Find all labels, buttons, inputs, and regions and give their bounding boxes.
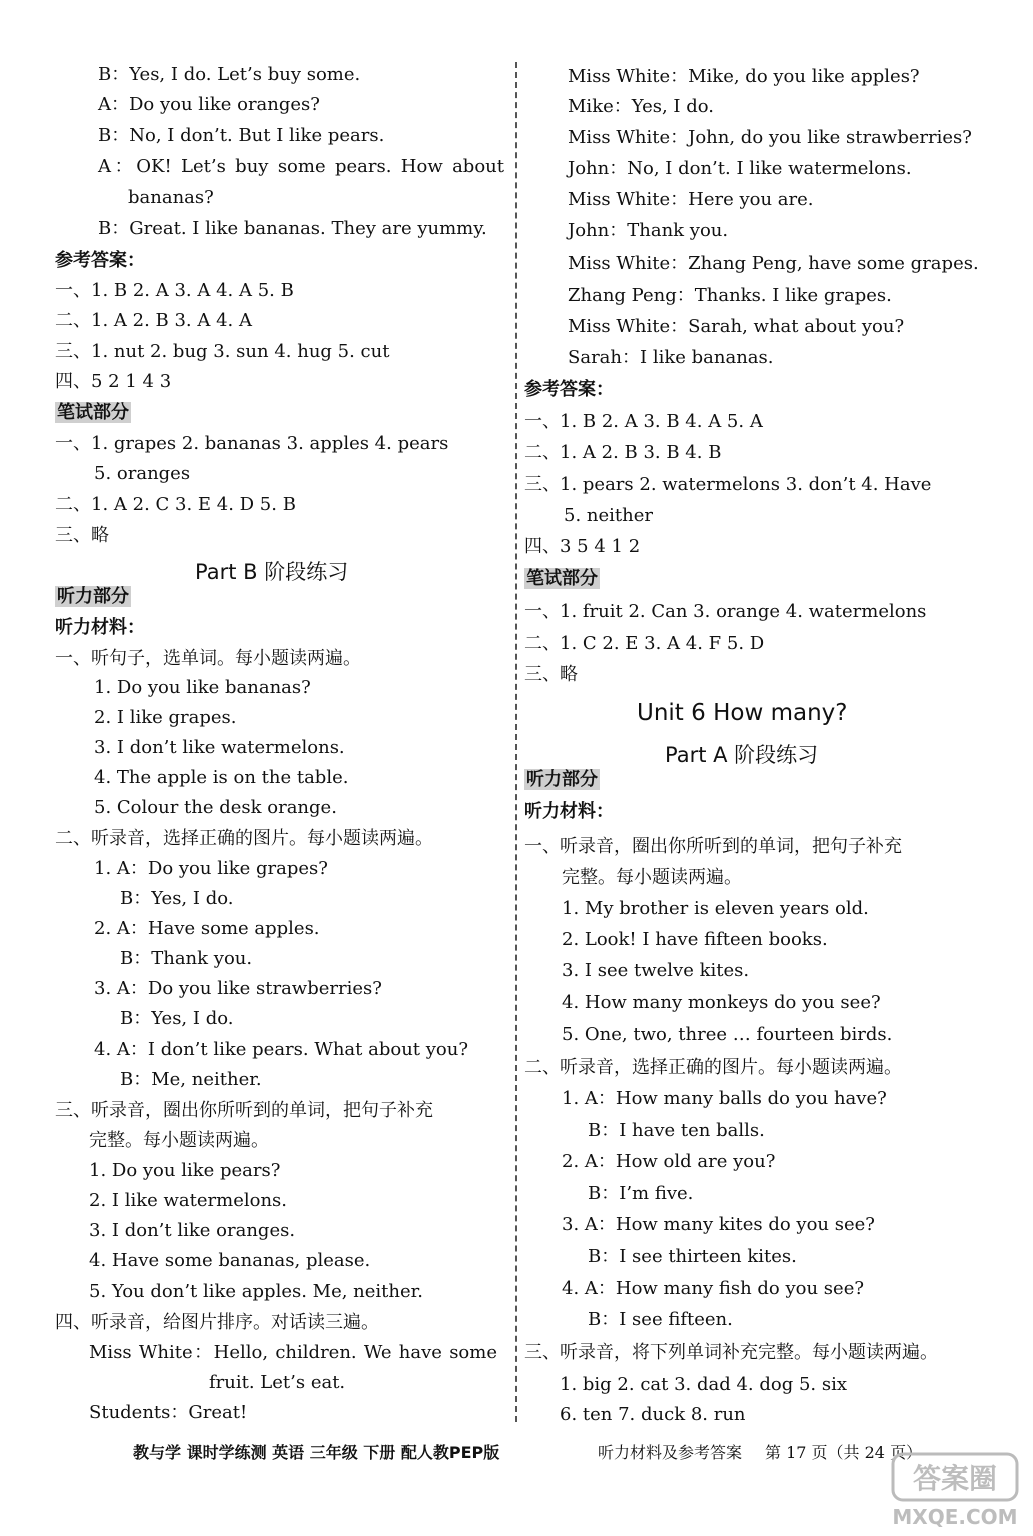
list-item: 3. I don’t like oranges. [89, 1220, 296, 1241]
list-item: B：Me, neither. [120, 1069, 262, 1090]
dialogue-line: Students：Great! [89, 1402, 248, 1423]
dialogue-line: Miss White：Zhang Peng, have some grapes. [568, 253, 979, 274]
dialogue-line: A：OK! Let’s buy some pears. How about [98, 156, 504, 177]
list-item: 2. A：Have some apples. [94, 918, 320, 939]
written-label: 笔试部分 [57, 402, 129, 423]
footer-section: 听力材料及参考答案 [598, 1443, 743, 1462]
listening-label: 听力部分 [57, 586, 129, 607]
part-b-heading: Part B 阶段练习 [195, 560, 349, 584]
answers-label: 参考答案： [524, 379, 614, 400]
written-line: 三、略 [55, 525, 109, 546]
list-item: 3. I see twelve kites. [562, 960, 750, 981]
page-footer [0, 1436, 1033, 1470]
list-item: B：I see fifteen. [588, 1309, 733, 1330]
dialogue-line: B：Yes, I do. Let’s buy some. [98, 64, 361, 85]
footer-brand: 教与学 课时学练测 英语 三年级 下册 配人教PEP版 [133, 1443, 500, 1462]
dialogue-line: John：No, I don’t. I like watermelons. [568, 158, 912, 179]
footer-page-number: 第 17 页（共 24 页） [765, 1443, 923, 1462]
written-label: 笔试部分 [526, 568, 598, 589]
list-item: 5. You don’t like apples. Me, neither. [89, 1281, 424, 1302]
list-item: 4. A：How many fish do you see? [562, 1278, 864, 1299]
dialogue-line: Miss White：Mike, do you like apples? [568, 66, 920, 87]
list-item: 6. ten 7. duck 8. run [560, 1404, 746, 1425]
dialogue-line: Miss White：John, do you like strawberries? [568, 127, 972, 148]
list-item: 5. One, two, three … fourteen birds. [562, 1024, 893, 1045]
watermark-logo [885, 1448, 1025, 1532]
written-line: 5. oranges [94, 463, 191, 484]
section-title: 一、听录音，圈出你所听到的单词，把句子补充 [524, 836, 902, 857]
list-item: B：I see thirteen kites. [588, 1246, 797, 1267]
answer-line: 二、1. A 2. B 3. A 4. A [55, 310, 252, 331]
dialogue-line: John：Thank you. [568, 220, 729, 241]
section-title: 四、听录音，给图片排序。对话读三遍。 [55, 1312, 379, 1333]
section-title: 一、听句子，选单词。每小题读两遍。 [55, 648, 361, 669]
written-line: 二、1. C 2. E 3. A 4. F 5. D [524, 633, 765, 654]
list-item: 2. I like watermelons. [89, 1190, 288, 1211]
list-item: B：I have ten balls. [588, 1120, 765, 1141]
written-line: 二、1. A 2. C 3. E 4. D 5. B [55, 494, 296, 515]
answer-line: 三、1. nut 2. bug 3. sun 4. hug 5. cut [55, 341, 390, 362]
list-item: 4. A：I don’t like pears. What about you? [94, 1039, 469, 1060]
answer-line: 二、1. A 2. B 3. B 4. B [524, 442, 722, 463]
written-line: 一、1. fruit 2. Can 3. orange 4. watermelons [524, 601, 927, 622]
list-item: 1. A：Do you like grapes? [94, 858, 328, 879]
list-item: 3. A：How many kites do you see? [562, 1214, 875, 1235]
column-divider [515, 62, 517, 1422]
list-item: 1. Do you like bananas? [94, 677, 311, 698]
material-label: 听力材料： [524, 801, 614, 822]
section-title: 三、听录音，圈出你所听到的单词，把句子补充 [55, 1100, 433, 1121]
list-item: B：Yes, I do. [120, 1008, 234, 1029]
watermark-text: 答案圈 [912, 1462, 998, 1495]
answer-line: 一、1. B 2. A 3. A 4. A 5. B [55, 280, 294, 301]
section-title: 二、听录音，选择正确的图片。每小题读两遍。 [524, 1057, 902, 1078]
dialogue-line: bananas? [128, 187, 214, 208]
list-item: 1. Do you like pears? [89, 1160, 281, 1181]
dialogue-line: B：Great. I like bananas. They are yummy. [98, 218, 487, 239]
material-label: 听力材料： [55, 617, 145, 638]
part-a-heading: Part A 阶段练习 [665, 743, 819, 767]
section-title: 二、听录音，选择正确的图片。每小题读两遍。 [55, 828, 433, 849]
unit-heading: Unit 6 How many? [637, 700, 848, 726]
list-item: 3. I don’t like watermelons. [94, 737, 345, 758]
list-item: 1. My brother is eleven years old. [562, 898, 869, 919]
list-item: 5. Colour the desk orange. [94, 797, 337, 818]
dialogue-line: Miss White：Hello, children. We have some [89, 1342, 497, 1363]
section-title: 完整。每小题读两遍。 [89, 1130, 269, 1151]
answer-line: 三、1. pears 2. watermelons 3. don’t 4. Have [524, 474, 932, 495]
written-line: 一、1. grapes 2. bananas 3. apples 4. pears [55, 433, 449, 454]
list-item: 4. How many monkeys do you see? [562, 992, 881, 1013]
dialogue-line: Miss White：Here you are. [568, 189, 814, 210]
answer-line: 5. neither [564, 505, 653, 526]
list-item: 3. A：Do you like strawberries? [94, 978, 382, 999]
dialogue-line: Sarah：I like bananas. [568, 347, 774, 368]
list-item: 4. Have some bananas, please. [89, 1250, 371, 1271]
list-item: B：Yes, I do. [120, 888, 234, 909]
written-line: 三、略 [524, 664, 578, 685]
list-item: B：I’m five. [588, 1183, 694, 1204]
watermark-url: MXQE.COM [892, 1505, 1018, 1529]
dialogue-line: A：Do you like oranges? [98, 94, 320, 115]
answer-line: 一、1. B 2. A 3. B 4. A 5. A [524, 411, 763, 432]
dialogue-line: Mike：Yes, I do. [568, 96, 714, 117]
dialogue-line: fruit. Let’s eat. [209, 1372, 346, 1393]
list-item: 4. The apple is on the table. [94, 767, 349, 788]
answer-line: 四、5 2 1 4 3 [55, 371, 172, 392]
list-item: 1. big 2. cat 3. dad 4. dog 5. six [560, 1374, 848, 1395]
list-item: 2. A：How old are you? [562, 1151, 776, 1172]
dialogue-line: Zhang Peng：Thanks. I like grapes. [568, 285, 892, 306]
listening-label: 听力部分 [526, 769, 598, 790]
list-item: B：Thank you. [120, 948, 253, 969]
list-item: 1. A：How many balls do you have? [562, 1088, 887, 1109]
answer-line: 四、3 5 4 1 2 [524, 536, 641, 557]
section-title: 完整。每小题读两遍。 [562, 867, 742, 888]
list-item: 2. Look! I have fifteen books. [562, 929, 828, 950]
dialogue-line: Miss White：Sarah, what about you? [568, 316, 905, 337]
section-title: 三、听录音，将下列单词补充完整。每小题读两遍。 [524, 1342, 938, 1363]
answers-label: 参考答案： [55, 250, 145, 271]
dialogue-line: B：No, I don’t. But I like pears. [98, 125, 385, 146]
list-item: 2. I like grapes. [94, 707, 237, 728]
